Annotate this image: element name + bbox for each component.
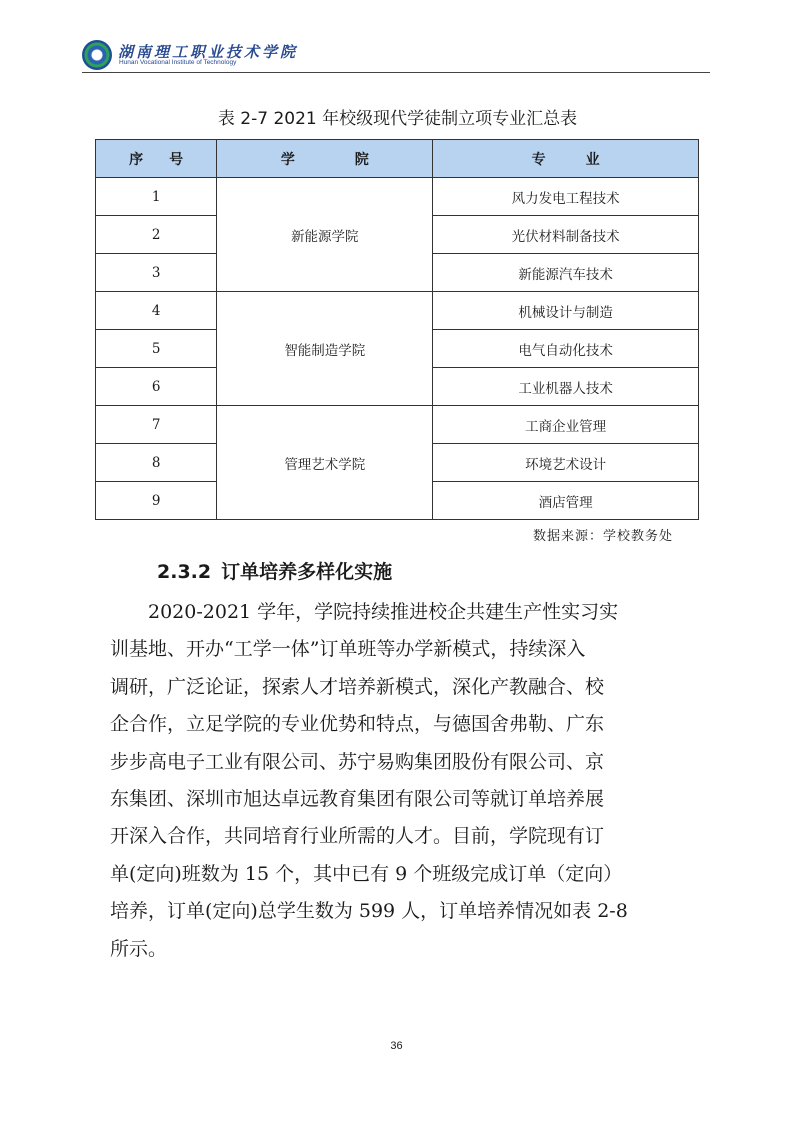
major-summary-table	[95, 139, 699, 520]
table-row	[96, 292, 699, 330]
major-cell: 风力发电工程技术	[433, 178, 699, 216]
section-title: 订单培养多样化实施	[221, 561, 393, 583]
table-row	[96, 406, 699, 444]
data-source-note: 数据来源：学校教务处	[532, 529, 673, 544]
seq-cell: 7	[96, 406, 217, 444]
paragraph-line: 调研，广泛论证，探索人才培养新模式，深化产教融合、校	[110, 675, 605, 698]
institution-name-en: Hunan Vocational Institute of Technology	[119, 59, 237, 66]
header-seq: 序号	[96, 140, 217, 178]
major-cell: 环境艺术设计	[433, 444, 699, 482]
seq-cell: 4	[96, 292, 217, 330]
page-number: 36	[390, 1040, 403, 1052]
paragraph-line: 2020-2021 学年，学院持续推进校企共建生产性实习实	[110, 601, 619, 623]
table-row	[96, 178, 699, 216]
college-cell: 智能制造学院	[217, 292, 433, 406]
seq-cell: 5	[96, 330, 217, 368]
section-heading	[157, 557, 392, 584]
college-cell: 新能源学院	[217, 178, 433, 292]
page-header	[82, 38, 710, 74]
college-cell: 管理艺术学院	[217, 406, 433, 520]
seq-cell: 1	[96, 178, 217, 216]
major-cell: 酒店管理	[433, 482, 699, 520]
seq-cell: 9	[96, 482, 217, 520]
college-emblem-icon	[82, 40, 112, 70]
section-number: 2.3.2	[157, 561, 212, 583]
major-cell: 新能源汽车技术	[433, 254, 699, 292]
seq-cell: 8	[96, 444, 217, 482]
paragraph-line: 培养，订单(定向)总学生数为 599 人，订单培养情况如表 2-8	[110, 900, 628, 923]
header-college: 学院	[217, 140, 433, 178]
paragraph-line: 开深入合作，共同培育行业所需的人才。目前，学院现有订	[110, 825, 605, 848]
header-divider	[82, 72, 710, 73]
major-cell: 电气自动化技术	[433, 330, 699, 368]
paragraph-line: 所示。	[110, 937, 168, 960]
paragraph-line: 企合作，立足学院的专业优势和特点，与德国舍弗勒、广东	[110, 713, 605, 736]
institution-name-cn: 湖南理工职业技术学院	[118, 43, 299, 61]
major-cell: 机械设计与制造	[433, 292, 699, 330]
paragraph-line: 训基地、开办“工学一体”订单班等办学新模式，持续深入	[110, 638, 586, 661]
major-cell: 工商企业管理	[433, 406, 699, 444]
major-cell: 光伏材料制备技术	[433, 216, 699, 254]
table-header-row	[96, 140, 699, 178]
paragraph-line: 东集团、深圳市旭达卓远教育集团有限公司等就订单培养展	[110, 787, 605, 810]
seq-cell: 3	[96, 254, 217, 292]
header-major: 专业	[433, 140, 699, 178]
seq-cell: 6	[96, 368, 217, 406]
major-cell: 工业机器人技术	[433, 368, 699, 406]
body-paragraph	[110, 594, 708, 968]
paragraph-line: 单(定向)班数为 15 个，其中已有 9 个班级完成订单（定向）	[110, 862, 623, 885]
paragraph-line: 步步高电子工业有限公司、苏宁易购集团股份有限公司、京	[110, 750, 605, 773]
seq-cell: 2	[96, 216, 217, 254]
table-title: 表 2-7 2021 年校级现代学徒制立项专业汇总表	[217, 109, 578, 129]
